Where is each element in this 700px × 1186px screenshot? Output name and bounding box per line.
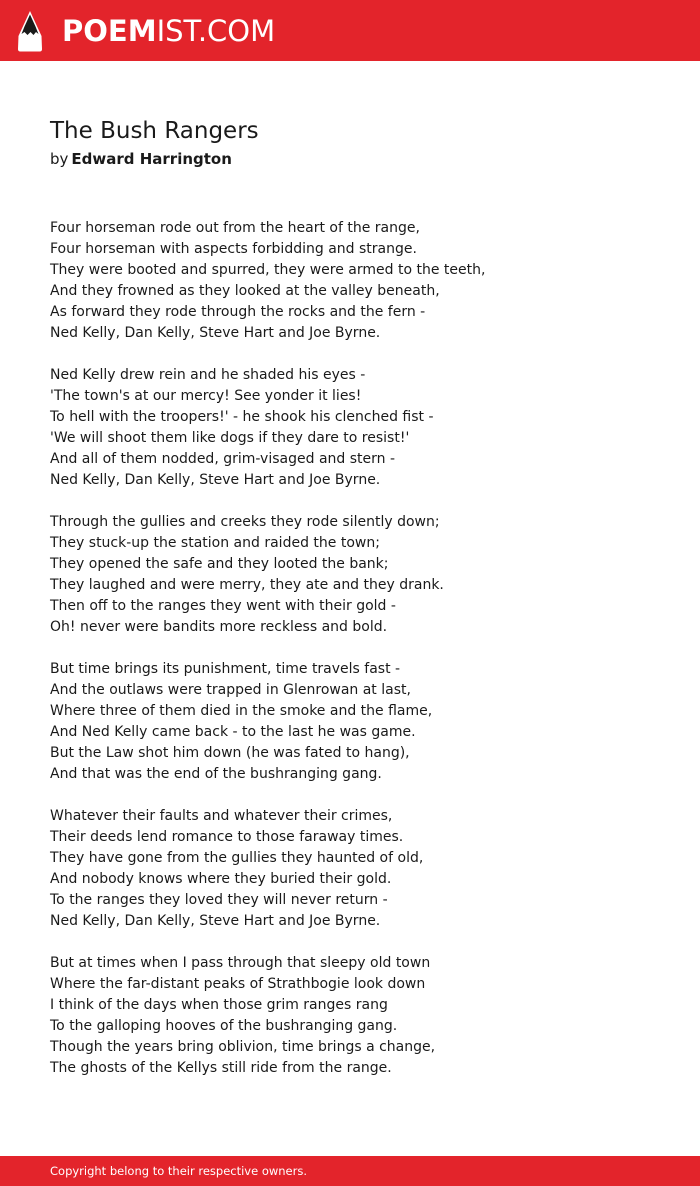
poem-stanza	[50, 218, 670, 344]
poem-line: And the outlaws were trapped in Glenrowan at last,	[50, 682, 411, 698]
site-header	[0, 0, 700, 61]
poem-line: They opened the safe and they looted the bank;	[50, 556, 389, 572]
poem-line: Ned Kelly, Dan Kelly, Steve Hart and Joe Byrne.	[50, 913, 381, 929]
poem-stanza	[50, 806, 670, 932]
poem-author: Edward Harrington	[71, 150, 232, 168]
poem-line: They stuck-up the station and raided the town;	[50, 535, 380, 551]
poem-line: Four horseman with aspects forbidding and strange.	[50, 241, 417, 257]
poem-line: And they frowned as they looked at the valley beneath,	[50, 283, 440, 299]
poem-line: Through the gullies and creeks they rode silently down;	[50, 514, 440, 530]
poem-line: Ned Kelly, Dan Kelly, Steve Hart and Joe Byrne.	[50, 472, 381, 488]
poem-line: Four horseman rode out from the heart of the range,	[50, 220, 420, 236]
poem-line: And all of them nodded, grim-visaged and stern -	[50, 451, 396, 467]
poem-line: They were booted and spurred, they were armed to the teeth,	[50, 262, 486, 278]
site-footer	[0, 1156, 700, 1186]
site-logo-link[interactable]	[17, 10, 275, 52]
poem-line: To hell with the troopers!' - he shook his clenched fist -	[50, 409, 434, 425]
site-name-bold: POEM	[62, 14, 157, 48]
poem-line: Whatever their faults and whatever their crimes,	[50, 808, 393, 824]
copyright-notice: Copyright belong to their respective owners.	[50, 1164, 308, 1178]
poem-stanza	[50, 953, 670, 1079]
pencil-tip-icon	[17, 10, 43, 52]
poem-line: Though the years bring oblivion, time brings a change,	[50, 1039, 436, 1055]
poem-line: I think of the days when those grim ranges rang	[50, 997, 388, 1013]
poem-stanza	[50, 659, 670, 785]
poem-title: The Bush Rangers	[50, 118, 259, 144]
poem-line: Ned Kelly, Dan Kelly, Steve Hart and Joe Byrne.	[50, 325, 381, 341]
poem-body	[50, 218, 670, 1100]
poem-line: 'We will shoot them like dogs if they dare to resist!'	[50, 430, 410, 446]
poem-byline	[50, 148, 670, 170]
poem-line: To the galloping hooves of the bushranging gang.	[50, 1018, 398, 1034]
site-wordmark	[62, 10, 275, 52]
poem-stanza	[50, 512, 670, 638]
poem-line: And that was the end of the bushranging gang.	[50, 766, 382, 782]
poem-line: Their deeds lend romance to those faraway times.	[50, 829, 404, 845]
poem-line: They have gone from the gullies they haunted of old,	[50, 850, 424, 866]
poem-line: Then off to the ranges they went with their gold -	[50, 598, 396, 614]
site-name-light: IST.COM	[156, 14, 276, 48]
poem-line: To the ranges they loved they will never return -	[50, 892, 388, 908]
poem-line: 'The town's at our mercy! See yonder it lies!	[50, 388, 362, 404]
poem-line: Where the far-distant peaks of Strathbogie look down	[50, 976, 426, 992]
poem-line: But the Law shot him down (he was fated to hang),	[50, 745, 410, 761]
poem-line: They laughed and were merry, they ate and they drank.	[50, 577, 444, 593]
poem-line: Where three of them died in the smoke and the flame,	[50, 703, 433, 719]
poem-line: The ghosts of the Kellys still ride from the range.	[50, 1060, 392, 1076]
poem-line: And nobody knows where they buried their gold.	[50, 871, 392, 887]
poem-header	[50, 115, 670, 170]
byline-label: by	[50, 150, 69, 168]
poem-stanza	[50, 365, 670, 491]
poem-line: Oh! never were bandits more reckless and bold.	[50, 619, 388, 635]
poem-line: But at times when I pass through that sleepy old town	[50, 955, 431, 971]
poem-line: Ned Kelly drew rein and he shaded his eyes -	[50, 367, 366, 383]
poem-line: As forward they rode through the rocks and the fern -	[50, 304, 426, 320]
poem-line: But time brings its punishment, time travels fast -	[50, 661, 401, 677]
poem-line: And Ned Kelly came back - to the last he was game.	[50, 724, 416, 740]
